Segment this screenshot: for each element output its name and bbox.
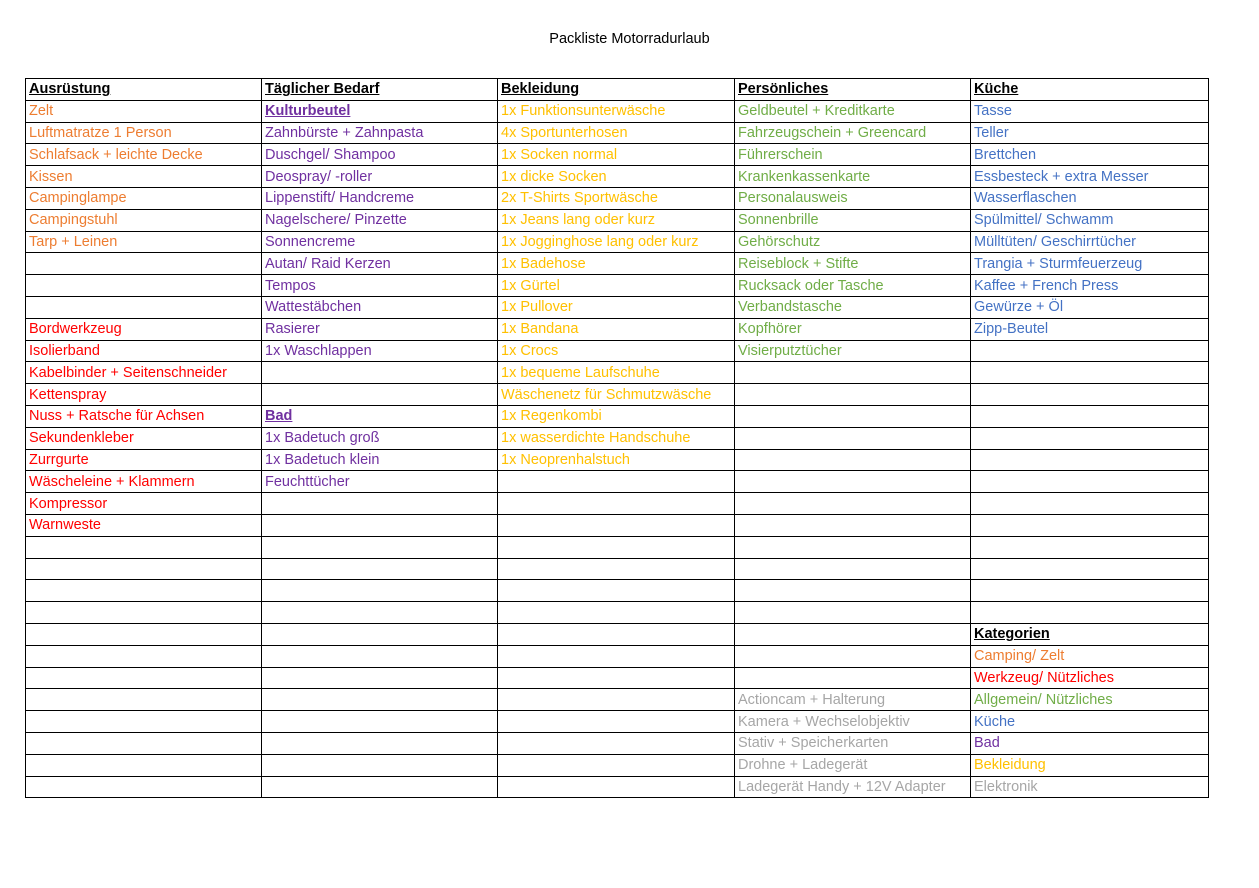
cell-persoenliches[interactable]: Reiseblock + Stifte xyxy=(735,253,971,275)
cell-persoenliches[interactable]: Gehörschutz xyxy=(735,231,971,253)
cell-taeglicher-bedarf[interactable]: Zahnbürste + Zahnpasta xyxy=(262,122,498,144)
cell-bekleidung[interactable] xyxy=(498,536,735,558)
cell-kueche[interactable] xyxy=(971,384,1209,406)
cell-bekleidung[interactable] xyxy=(498,602,735,624)
cell-persoenliches[interactable] xyxy=(735,471,971,493)
cell-kueche[interactable] xyxy=(971,449,1209,471)
cell-ausruestung[interactable]: Bordwerkzeug xyxy=(26,318,262,340)
cell-ausruestung[interactable]: Nuss + Ratsche für Achsen xyxy=(26,405,262,427)
cell-kueche[interactable]: Tasse xyxy=(971,100,1209,122)
cell-bekleidung[interactable]: 1x Regenkombi xyxy=(498,405,735,427)
cell-bekleidung[interactable] xyxy=(498,667,735,689)
table-row xyxy=(26,449,1209,471)
cell-ausruestung[interactable]: Tarp + Leinen xyxy=(26,231,262,253)
table-row xyxy=(26,253,1209,275)
cell-kueche[interactable] xyxy=(971,427,1209,449)
table-row xyxy=(26,667,1209,689)
cell-ausruestung[interactable] xyxy=(26,711,262,733)
cell-persoenliches[interactable] xyxy=(735,645,971,667)
cell-kueche[interactable] xyxy=(971,362,1209,384)
cell-kueche[interactable]: Camping/ Zelt xyxy=(971,645,1209,667)
header-ausruestung[interactable]: Ausrüstung xyxy=(26,79,262,101)
table-row xyxy=(26,493,1209,515)
table-row xyxy=(26,340,1209,362)
cell-kueche[interactable]: Zipp-Beutel xyxy=(971,318,1209,340)
sheet-title: Packliste Motorradurlaub xyxy=(549,31,710,47)
cell-kueche[interactable]: Bekleidung xyxy=(971,754,1209,776)
cell-bekleidung[interactable] xyxy=(498,471,735,493)
cell-persoenliches[interactable]: Personalausweis xyxy=(735,187,971,209)
cell-kueche[interactable]: Essbesteck + extra Messer xyxy=(971,166,1209,188)
cell-ausruestung[interactable]: Kissen xyxy=(26,166,262,188)
cell-ausruestung[interactable] xyxy=(26,689,262,711)
cell-persoenliches[interactable]: Stativ + Speicherkarten xyxy=(735,732,971,754)
cell-taeglicher-bedarf[interactable] xyxy=(262,623,498,645)
table-row xyxy=(26,536,1209,558)
cell-persoenliches[interactable]: Fahrzeugschein + Greencard xyxy=(735,122,971,144)
cell-taeglicher-bedarf[interactable] xyxy=(262,732,498,754)
cell-bekleidung[interactable]: 1x Badehose xyxy=(498,253,735,275)
cell-kueche[interactable]: Werkzeug/ Nützliches xyxy=(971,667,1209,689)
cell-ausruestung[interactable] xyxy=(26,667,262,689)
table-row xyxy=(26,384,1209,406)
cell-persoenliches[interactable] xyxy=(735,493,971,515)
cell-ausruestung[interactable] xyxy=(26,776,262,798)
table-row xyxy=(26,711,1209,733)
cell-kueche[interactable] xyxy=(971,471,1209,493)
table-row xyxy=(26,471,1209,493)
cell-taeglicher-bedarf[interactable] xyxy=(262,602,498,624)
table-row xyxy=(26,100,1209,122)
cell-kueche[interactable] xyxy=(971,514,1209,536)
cell-ausruestung[interactable] xyxy=(26,580,262,602)
cell-bekleidung[interactable] xyxy=(498,580,735,602)
cell-persoenliches[interactable] xyxy=(735,514,971,536)
cell-ausruestung[interactable]: Campinglampe xyxy=(26,187,262,209)
packing-table-body xyxy=(26,79,1209,798)
cell-kueche[interactable] xyxy=(971,405,1209,427)
table-row xyxy=(26,166,1209,188)
cell-taeglicher-bedarf[interactable] xyxy=(262,754,498,776)
cell-ausruestung[interactable] xyxy=(26,602,262,624)
cell-persoenliches[interactable] xyxy=(735,536,971,558)
cell-taeglicher-bedarf[interactable] xyxy=(262,776,498,798)
cell-ausruestung[interactable] xyxy=(26,623,262,645)
cell-bekleidung[interactable] xyxy=(498,711,735,733)
cell-persoenliches[interactable] xyxy=(735,427,971,449)
cell-persoenliches[interactable] xyxy=(735,602,971,624)
cell-bekleidung[interactable] xyxy=(498,689,735,711)
cell-kueche[interactable]: Spülmittel/ Schwamm xyxy=(971,209,1209,231)
cell-bekleidung[interactable]: 1x Funktionsunterwäsche xyxy=(498,100,735,122)
cell-bekleidung[interactable]: 1x Jogginghose lang oder kurz xyxy=(498,231,735,253)
header-row xyxy=(26,79,1209,101)
table-row xyxy=(26,231,1209,253)
cell-taeglicher-bedarf[interactable]: Kulturbeutel xyxy=(262,100,498,122)
cell-taeglicher-bedarf[interactable] xyxy=(262,645,498,667)
table-row xyxy=(26,362,1209,384)
cell-taeglicher-bedarf[interactable]: Wattestäbchen xyxy=(262,296,498,318)
cell-ausruestung[interactable] xyxy=(26,253,262,275)
cell-taeglicher-bedarf[interactable]: 1x Badetuch groß xyxy=(262,427,498,449)
cell-kueche[interactable]: Mülltüten/ Geschirrtücher xyxy=(971,231,1209,253)
cell-taeglicher-bedarf[interactable]: Lippenstift/ Handcreme xyxy=(262,187,498,209)
cell-bekleidung[interactable]: 1x Neoprenhalstuch xyxy=(498,449,735,471)
cell-persoenliches[interactable] xyxy=(735,449,971,471)
cell-persoenliches[interactable]: Führerschein xyxy=(735,144,971,166)
cell-persoenliches[interactable]: Geldbeutel + Kreditkarte xyxy=(735,100,971,122)
cell-bekleidung[interactable]: 1x wasserdichte Handschuhe xyxy=(498,427,735,449)
cell-kueche[interactable]: Trangia + Sturmfeuerzeug xyxy=(971,253,1209,275)
cell-ausruestung[interactable]: Kabelbinder + Seitenschneider xyxy=(26,362,262,384)
cell-persoenliches[interactable]: Actioncam + Halterung xyxy=(735,689,971,711)
cell-taeglicher-bedarf[interactable]: 1x Badetuch klein xyxy=(262,449,498,471)
cell-bekleidung[interactable] xyxy=(498,514,735,536)
cell-persoenliches[interactable]: Krankenkassenkarte xyxy=(735,166,971,188)
cell-ausruestung[interactable] xyxy=(26,536,262,558)
table-row xyxy=(26,122,1209,144)
table-row xyxy=(26,187,1209,209)
cell-ausruestung[interactable]: Wäscheleine + Klammern xyxy=(26,471,262,493)
table-row xyxy=(26,580,1209,602)
cell-taeglicher-bedarf[interactable] xyxy=(262,667,498,689)
cell-persoenliches[interactable]: Kopfhörer xyxy=(735,318,971,340)
cell-bekleidung[interactable] xyxy=(498,732,735,754)
cell-taeglicher-bedarf[interactable]: Deospray/ -roller xyxy=(262,166,498,188)
table-row xyxy=(26,689,1209,711)
header-persoenliches[interactable]: Persönliches xyxy=(735,79,971,101)
packing-table xyxy=(25,78,1209,798)
cell-bekleidung[interactable] xyxy=(498,754,735,776)
cell-ausruestung[interactable] xyxy=(26,275,262,297)
cell-bekleidung[interactable] xyxy=(498,493,735,515)
cell-taeglicher-bedarf[interactable] xyxy=(262,689,498,711)
cell-taeglicher-bedarf[interactable]: Rasierer xyxy=(262,318,498,340)
cell-ausruestung[interactable]: Zelt xyxy=(26,100,262,122)
table-row xyxy=(26,776,1209,798)
cell-ausruestung[interactable]: Isolierband xyxy=(26,340,262,362)
cell-bekleidung[interactable]: 1x Crocs xyxy=(498,340,735,362)
cell-ausruestung[interactable]: Sekundenkleber xyxy=(26,427,262,449)
cell-kueche[interactable]: Teller xyxy=(971,122,1209,144)
cell-ausruestung[interactable]: Zurrgurte xyxy=(26,449,262,471)
cell-persoenliches[interactable] xyxy=(735,580,971,602)
cell-ausruestung[interactable] xyxy=(26,558,262,580)
cell-taeglicher-bedarf[interactable] xyxy=(262,558,498,580)
table-row xyxy=(26,754,1209,776)
cell-bekleidung[interactable] xyxy=(498,623,735,645)
cell-ausruestung[interactable] xyxy=(26,754,262,776)
cell-persoenliches[interactable]: Ladegerät Handy + 12V Adapter xyxy=(735,776,971,798)
header-kueche[interactable]: Küche xyxy=(971,79,1209,101)
cell-kueche[interactable] xyxy=(971,536,1209,558)
cell-ausruestung[interactable] xyxy=(26,645,262,667)
cell-taeglicher-bedarf[interactable] xyxy=(262,580,498,602)
table-row xyxy=(26,645,1209,667)
cell-kueche[interactable] xyxy=(971,340,1209,362)
cell-persoenliches[interactable] xyxy=(735,362,971,384)
cell-taeglicher-bedarf[interactable]: 1x Waschlappen xyxy=(262,340,498,362)
cell-persoenliches[interactable]: Kamera + Wechselobjektiv xyxy=(735,711,971,733)
cell-taeglicher-bedarf[interactable]: Bad xyxy=(262,405,498,427)
cell-taeglicher-bedarf[interactable]: Autan/ Raid Kerzen xyxy=(262,253,498,275)
cell-persoenliches[interactable] xyxy=(735,558,971,580)
cell-persoenliches[interactable]: Verbandstasche xyxy=(735,296,971,318)
table-row xyxy=(26,405,1209,427)
cell-bekleidung[interactable]: 2x T-Shirts Sportwäsche xyxy=(498,187,735,209)
cell-bekleidung[interactable]: 1x Pullover xyxy=(498,296,735,318)
cell-persoenliches[interactable] xyxy=(735,623,971,645)
cell-ausruestung[interactable]: Warnweste xyxy=(26,514,262,536)
cell-taeglicher-bedarf[interactable]: Feuchttücher xyxy=(262,471,498,493)
cell-taeglicher-bedarf[interactable] xyxy=(262,711,498,733)
cell-kueche[interactable]: Bad xyxy=(971,732,1209,754)
cell-persoenliches[interactable]: Drohne + Ladegerät xyxy=(735,754,971,776)
cell-ausruestung[interactable] xyxy=(26,732,262,754)
cell-kueche[interactable]: Küche xyxy=(971,711,1209,733)
cell-taeglicher-bedarf[interactable] xyxy=(262,536,498,558)
table-row xyxy=(26,602,1209,624)
cell-kueche[interactable] xyxy=(971,602,1209,624)
table-row xyxy=(26,296,1209,318)
cell-taeglicher-bedarf[interactable] xyxy=(262,493,498,515)
cell-ausruestung[interactable]: Kettenspray xyxy=(26,384,262,406)
table-row xyxy=(26,427,1209,449)
table-row xyxy=(26,558,1209,580)
cell-taeglicher-bedarf[interactable] xyxy=(262,362,498,384)
cell-ausruestung[interactable] xyxy=(26,296,262,318)
cell-kueche[interactable]: Kategorien xyxy=(971,623,1209,645)
cell-kueche[interactable]: Elektronik xyxy=(971,776,1209,798)
cell-ausruestung[interactable]: Luftmatratze 1 Person xyxy=(26,122,262,144)
table-row xyxy=(26,623,1209,645)
cell-bekleidung[interactable]: Wäschenetz für Schmutzwäsche xyxy=(498,384,735,406)
cell-kueche[interactable] xyxy=(971,493,1209,515)
cell-persoenliches[interactable] xyxy=(735,667,971,689)
table-row xyxy=(26,732,1209,754)
cell-kueche[interactable]: Allgemein/ Nützliches xyxy=(971,689,1209,711)
cell-ausruestung[interactable]: Schlafsack + leichte Decke xyxy=(26,144,262,166)
cell-bekleidung[interactable]: 1x Jeans lang oder kurz xyxy=(498,209,735,231)
cell-bekleidung[interactable]: 1x dicke Socken xyxy=(498,166,735,188)
cell-persoenliches[interactable]: Rucksack oder Tasche xyxy=(735,275,971,297)
table-row xyxy=(26,144,1209,166)
header-bekleidung[interactable]: Bekleidung xyxy=(498,79,735,101)
table-row xyxy=(26,318,1209,340)
cell-kueche[interactable]: Kaffee + French Press xyxy=(971,275,1209,297)
cell-kueche[interactable]: Gewürze + Öl xyxy=(971,296,1209,318)
cell-bekleidung[interactable]: 1x Bandana xyxy=(498,318,735,340)
cell-taeglicher-bedarf[interactable]: Duschgel/ Shampoo xyxy=(262,144,498,166)
cell-taeglicher-bedarf[interactable]: Sonnencreme xyxy=(262,231,498,253)
cell-taeglicher-bedarf[interactable]: Nagelschere/ Pinzette xyxy=(262,209,498,231)
cell-bekleidung[interactable]: 1x bequeme Laufschuhe xyxy=(498,362,735,384)
cell-bekleidung[interactable]: 1x Socken normal xyxy=(498,144,735,166)
cell-ausruestung[interactable]: Campingstuhl xyxy=(26,209,262,231)
cell-kueche[interactable] xyxy=(971,558,1209,580)
cell-persoenliches[interactable]: Visierputztücher xyxy=(735,340,971,362)
cell-persoenliches[interactable] xyxy=(735,405,971,427)
cell-bekleidung[interactable] xyxy=(498,645,735,667)
cell-kueche[interactable]: Wasserflaschen xyxy=(971,187,1209,209)
cell-persoenliches[interactable] xyxy=(735,384,971,406)
cell-taeglicher-bedarf[interactable] xyxy=(262,384,498,406)
table-row xyxy=(26,209,1209,231)
cell-bekleidung[interactable]: 1x Gürtel xyxy=(498,275,735,297)
header-taeglicher-bedarf[interactable]: Täglicher Bedarf xyxy=(262,79,498,101)
cell-kueche[interactable]: Brettchen xyxy=(971,144,1209,166)
cell-persoenliches[interactable]: Sonnenbrille xyxy=(735,209,971,231)
cell-taeglicher-bedarf[interactable]: Tempos xyxy=(262,275,498,297)
table-row xyxy=(26,275,1209,297)
cell-bekleidung[interactable] xyxy=(498,558,735,580)
cell-kueche[interactable] xyxy=(971,580,1209,602)
cell-bekleidung[interactable]: 4x Sportunterhosen xyxy=(498,122,735,144)
cell-bekleidung[interactable] xyxy=(498,776,735,798)
cell-ausruestung[interactable]: Kompressor xyxy=(26,493,262,515)
table-row xyxy=(26,514,1209,536)
cell-taeglicher-bedarf[interactable] xyxy=(262,514,498,536)
